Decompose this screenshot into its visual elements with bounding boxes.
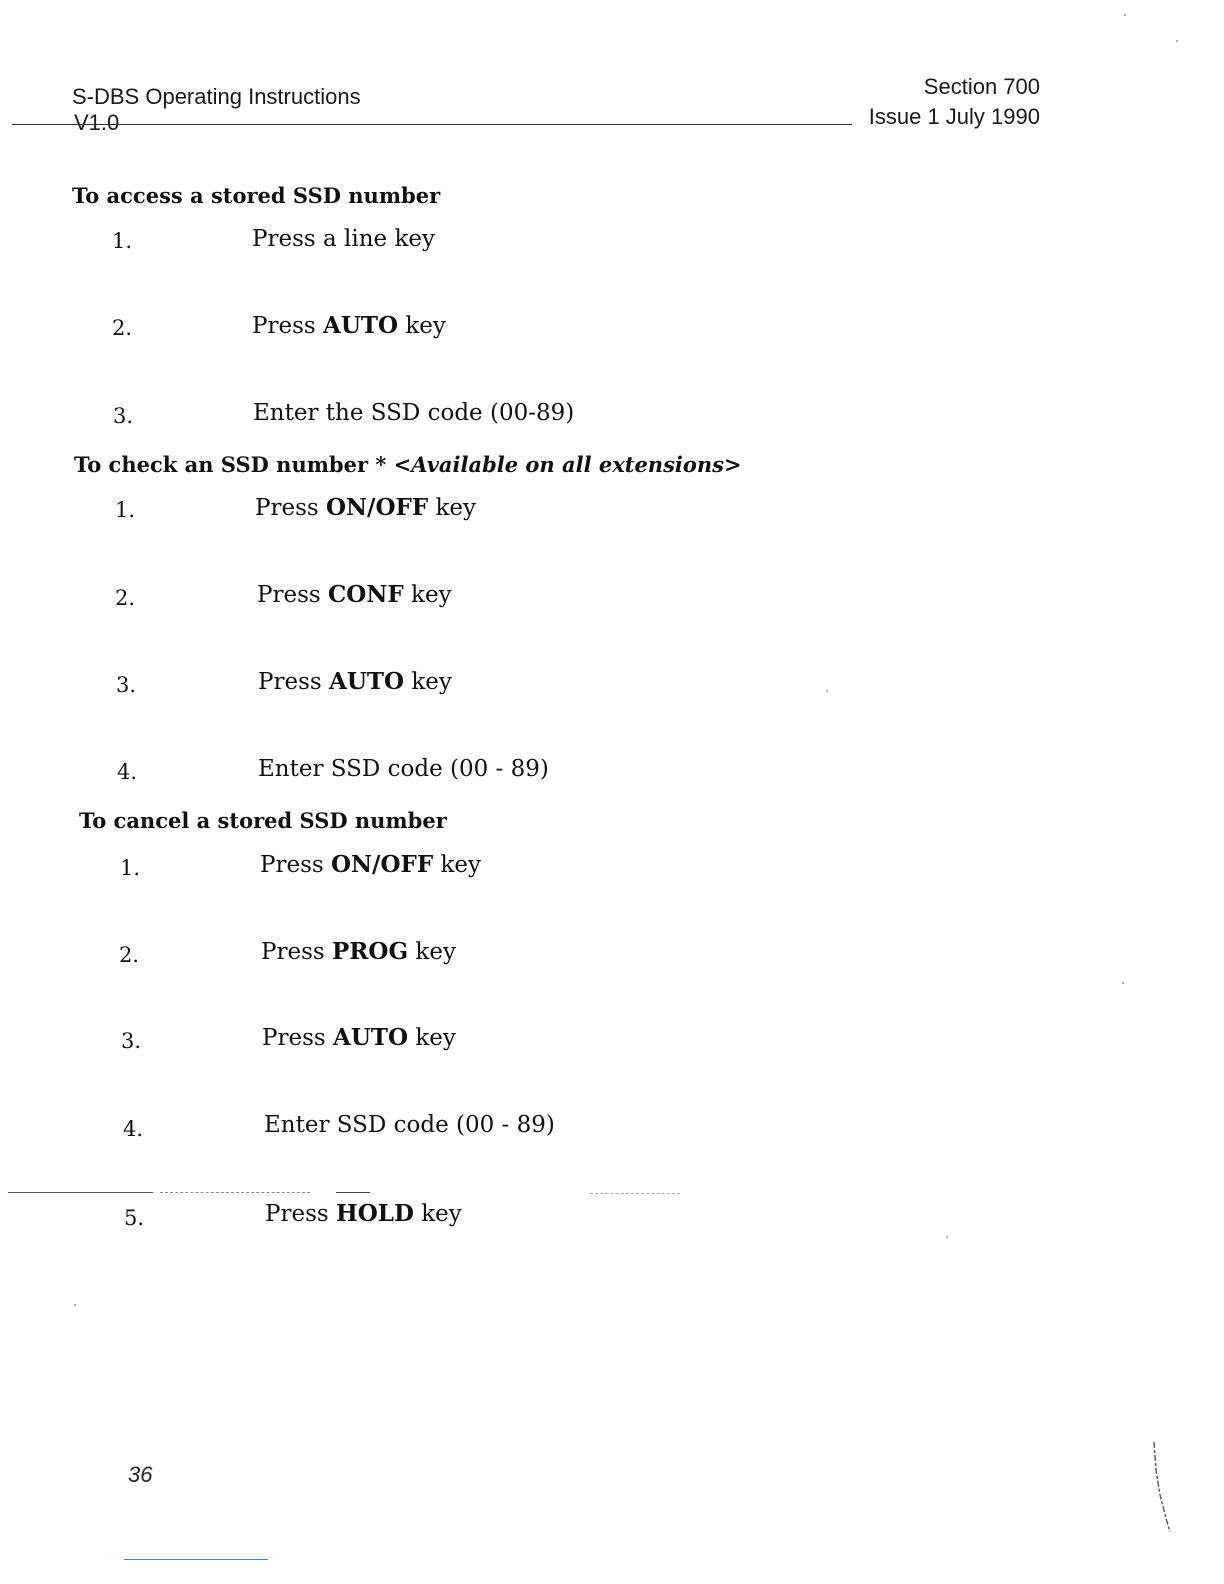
step-number: 4. <box>123 1117 144 1141</box>
step-text-pre: Enter SSD code (00 - 89) <box>264 1112 555 1138</box>
step-text-pre: Press <box>260 852 331 878</box>
step-text <box>257 581 452 608</box>
step-text-pre: Press <box>261 939 332 965</box>
step-text <box>253 399 574 426</box>
step-text-post: key <box>408 939 456 965</box>
step-text-post: key <box>408 1025 456 1051</box>
step-text <box>261 938 456 965</box>
key-name: CONF <box>328 581 404 608</box>
scan-speck <box>1124 14 1126 16</box>
issue-date: Issue 1 July 1990 <box>868 104 1040 129</box>
step-text <box>252 225 435 252</box>
step-number: 2. <box>119 943 140 967</box>
scan-artifact-rule <box>8 1192 153 1193</box>
key-name: ON/OFF <box>331 851 434 878</box>
step-text <box>258 755 549 782</box>
scan-artifact-rule <box>160 1192 310 1193</box>
step-number: 3. <box>116 673 137 697</box>
step-number: 4. <box>117 760 138 784</box>
step-text-pre: Press <box>252 313 323 339</box>
step-text <box>255 494 476 521</box>
step-number: 1. <box>112 229 133 253</box>
step-number: 2. <box>112 316 133 340</box>
step-text-pre: Enter SSD code (00 - 89) <box>258 756 549 782</box>
section-heading-access: To access a stored SSD number <box>72 183 441 208</box>
section-heading-cancel: To cancel a stored SSD number <box>79 808 447 833</box>
scan-speck <box>1176 40 1178 42</box>
scan-speck <box>1122 982 1124 984</box>
step-text <box>252 312 446 339</box>
step-text-pre: Press a line key <box>252 226 436 252</box>
step-text-post: key <box>403 582 452 608</box>
step-text-pre: Press <box>257 582 328 608</box>
key-name: AUTO <box>323 312 399 339</box>
step-text <box>264 1111 555 1138</box>
scan-artifact-rule <box>590 1193 680 1194</box>
step-text <box>262 1024 456 1051</box>
heading-note: <Available on all extensions> <box>393 452 742 477</box>
step-text-pre: Press <box>262 1025 333 1051</box>
step-number: 3. <box>121 1029 142 1053</box>
step-number: 5. <box>124 1206 145 1230</box>
step-text-pre: Press <box>265 1201 336 1227</box>
page-number: 36 <box>128 1462 153 1487</box>
document-version: V1.0 <box>74 110 120 135</box>
page-bottom-rule <box>124 1559 268 1560</box>
section-heading-check <box>74 452 742 477</box>
scan-speck <box>74 1304 76 1306</box>
step-text-pre: Press <box>258 669 329 695</box>
header-rule <box>12 124 852 125</box>
scan-edge-mark <box>1150 1440 1174 1535</box>
step-text-pre: Enter the SSD code (00-89) <box>253 400 575 426</box>
step-number: 3. <box>113 404 134 428</box>
section-label: Section 700 <box>923 74 1040 99</box>
key-name: AUTO <box>329 668 405 695</box>
key-name: ON/OFF <box>326 494 429 521</box>
scan-artifact-rule <box>336 1192 370 1193</box>
document-title: S-DBS Operating Instructions <box>72 84 361 109</box>
step-text-post: key <box>404 669 452 695</box>
step-text-post: key <box>433 852 482 878</box>
key-name: PROG <box>332 938 409 965</box>
step-text-pre: Press <box>255 495 326 521</box>
step-text <box>258 668 452 695</box>
step-text-post: key <box>413 1201 462 1227</box>
step-text <box>260 851 481 878</box>
step-number: 2. <box>115 586 136 610</box>
step-text-post: key <box>428 495 477 521</box>
step-number: 1. <box>120 856 141 880</box>
key-name: HOLD <box>336 1200 414 1227</box>
heading-text: To check an SSD number * <box>74 452 394 477</box>
scan-speck <box>826 690 828 692</box>
scan-speck <box>946 1236 948 1238</box>
step-text-post: key <box>398 313 446 339</box>
key-name: AUTO <box>333 1024 409 1051</box>
step-text <box>265 1200 462 1227</box>
step-number: 1. <box>115 498 136 522</box>
